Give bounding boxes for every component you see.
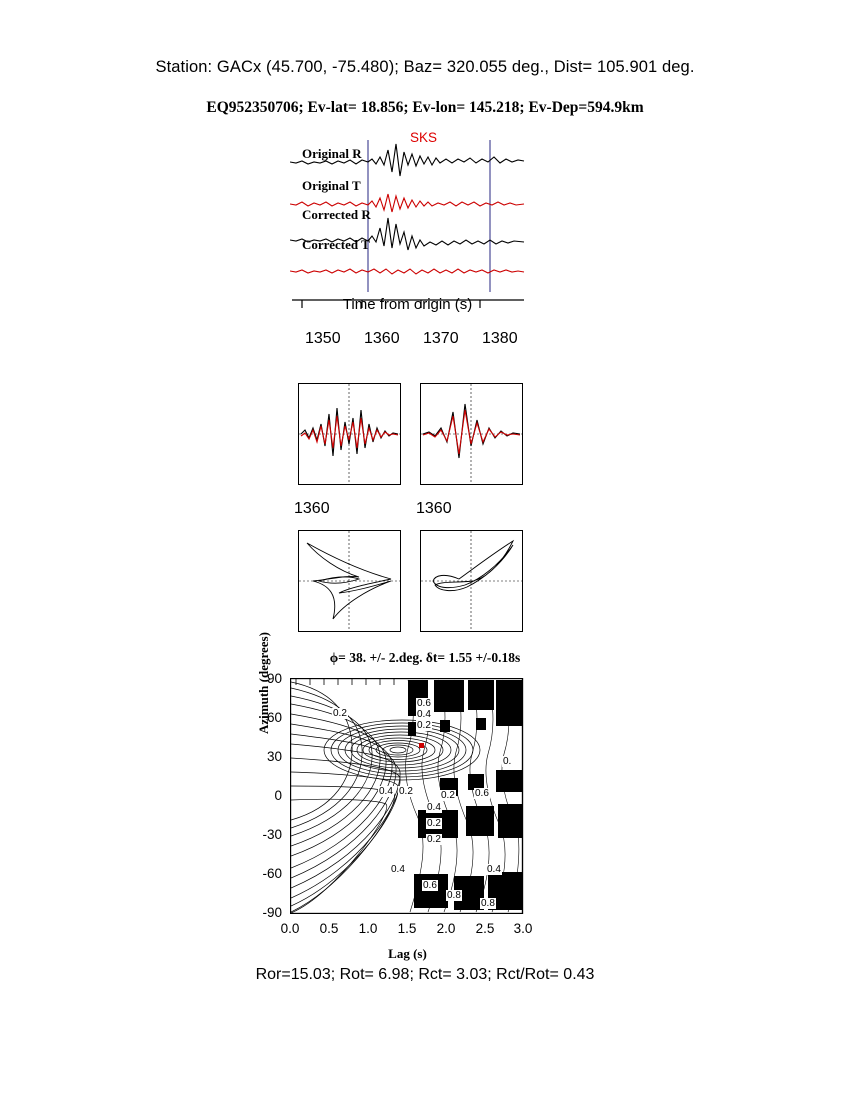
windowed-waveform-left-svg [299,384,400,484]
particle-motion-right-svg [421,531,522,631]
window-left-trace-r [301,408,398,456]
contour-label-15: 0.8 [447,890,461,901]
event-header-line: EQ952350706; Ev-lat= 18.856; Ev-lon= 145.218; Ev-Dep=594.9km [206,99,644,116]
minimum-marker [419,743,424,748]
contour-label-7: 0.6 [475,788,489,799]
trace-label-original-t: Original T [302,178,361,193]
contour-label-16: 0.8 [481,898,495,909]
time-tick-3: 1380 [482,330,518,347]
windowed-waveform-box-right [420,383,523,485]
windowed-waveform-right-svg [421,384,522,484]
contour-label-10: 0.4 [427,802,441,813]
contour-label-9: 0. [503,756,512,767]
contour-label-8: 0.4 [487,864,501,875]
contour-label-0: 0.2 [333,708,347,719]
contour-ytick-90: 90 [266,671,282,686]
sks-phase-label: SKS [410,130,438,145]
time-tick-2: 1370 [423,330,459,347]
window-right-trace-r [423,404,520,458]
trace-label-corrected-t: Corrected T [302,237,370,252]
contour-xtick-1: 0.5 [319,921,339,936]
time-tick-0: 1350 [305,330,341,347]
contour-label-3: 0.2 [417,720,431,731]
trace-label-corrected-r: Corrected R [302,207,371,222]
contour-ytick-30: 30 [266,749,282,764]
contour-label-1: 0.6 [417,698,431,709]
contour-xtick-4: 2.0 [436,921,456,936]
contour-xtick-6: 3.0 [513,921,533,936]
contour-ytick-m30: -30 [262,827,282,842]
contour-xtick-0: 0.0 [280,921,300,936]
contour-label-2: 0.4 [417,709,431,720]
contour-label-5: 0.4 [379,786,393,797]
window-left-tick-label: 1360 [294,500,330,517]
particle-motion-left-svg [299,531,400,631]
time-tick-1: 1360 [364,330,400,347]
contour-label-12: 0.2 [427,834,441,845]
contour-ytick-60: 60 [266,710,282,725]
splitting-parameters-title: ϕ= 38. +/- 2.deg. δt= 1.55 +/-0.18s [329,650,521,665]
particle-motion-box-right [420,530,523,632]
contour-label-11: 0.2 [427,818,441,829]
contour-ytick-m90: -90 [262,905,282,920]
contour-ytick-0: 0 [274,788,282,803]
trace-label-original-r: Original R [302,146,362,161]
contour-xtick-2: 1.0 [358,921,378,936]
contour-label-4: 0.2 [399,786,413,797]
time-axis-title: Time from origin (s) [342,296,473,313]
contour-ytick-m60: -60 [262,866,282,881]
station-header-line: Station: GACx (45.700, -75.480); Baz= 320.055 deg., Dist= 105.901 deg. [155,58,695,76]
contour-xtick-5: 2.5 [475,921,495,936]
contour-xlabel: Lag (s) [388,946,427,961]
time-axis-ticks [285,330,535,352]
quality-metrics-footer: Ror=15.03; Rot= 6.98; Rct= 3.03; Rct/Rot= 0.43 [255,966,595,983]
contour-label-14: 0.6 [423,880,437,891]
contour-ylabel: Azimuth (degrees) [256,632,271,734]
contour-label-6: 0.2 [441,790,455,801]
particle-motion-box-left [298,530,401,632]
contour-label-13: 0.4 [391,864,405,875]
windowed-waveform-box-left [298,383,401,485]
window-right-tick-label: 1360 [416,500,452,517]
contour-xtick-3: 1.5 [397,921,417,936]
trace-corrected-t [290,269,524,274]
